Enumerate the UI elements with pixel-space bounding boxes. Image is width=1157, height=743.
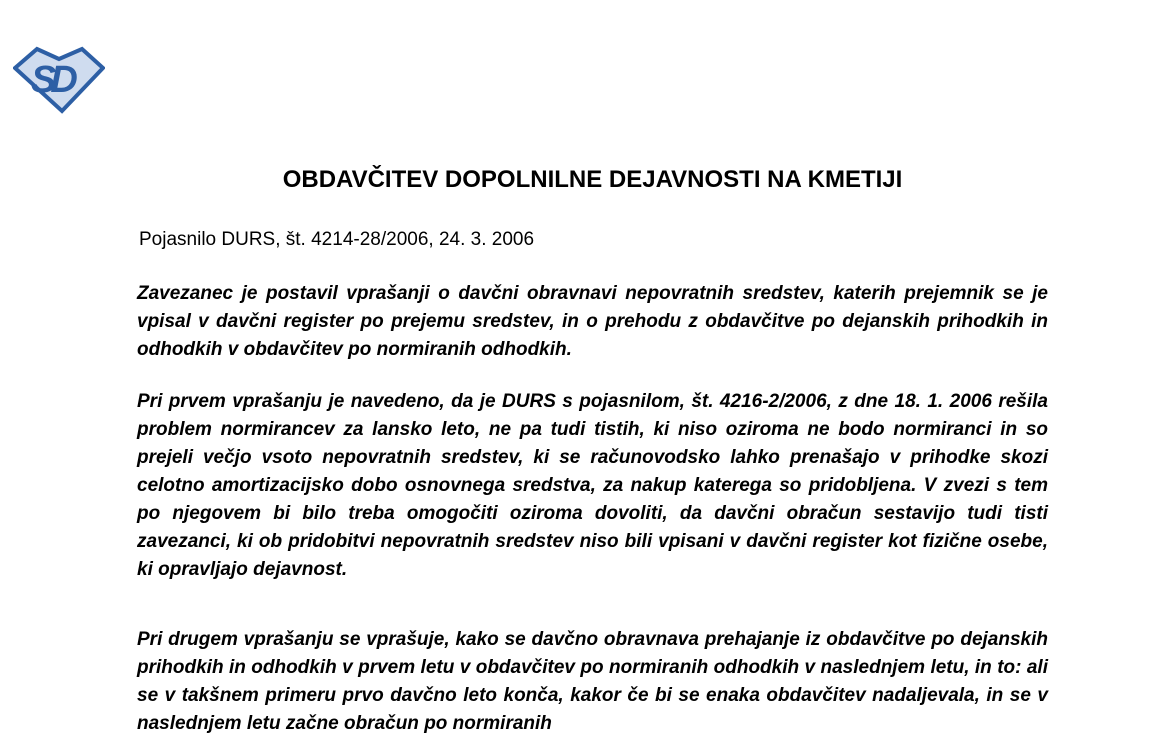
- logo-letters: SD: [31, 59, 72, 101]
- paragraph-second-question: Pri drugem vprašanju se vprašuje, kako se davčno obravnava prehajanje iz obdavčitve po dejanskih prihodkih in odhodkih v prvem letu v obdavčitev po normiranih odhodkih v naslednjem letu, in to: ali se v takšnem primeru prvo davčno leto konča, kakor če bi se enaka obdavčitev nadaljevala, in se v naslednjem letu začne obračun po normiranih: [137, 629, 1048, 734]
- sd-diamond-logo: [13, 46, 105, 114]
- paragraph-first-question: Pri prvem vprašanju je navedeno, da je DURS s pojasnilom, št. 4216-2/2006, z dne 18. 1. 2006 rešila problem normirancev za lansko leto, ne pa tudi tistih, ki niso oziroma ne bodo normiranci in so prejeli večjo vsoto nepovratnih sredstev, ki se računovodsko lahko prenašajo v prihodke skozi celotno amortizacijsko dobo osnovnega sredstva, za nakup katerega so pridobljena. V zvezi s tem po njegovem bi bilo treba omogočiti oziroma dovoliti, da davčni obračun sestavijo tudi tisti zavezanci, ki ob pridobitvi nepovratnih sredstev niso bili vpisani v davčni register kot fizične osebe, ki opravljajo dejavnost.: [137, 391, 1048, 580]
- document-title: OBDAVČITEV DOPOLNILNE DEJAVNOSTI NA KMETIJI: [282, 166, 903, 193]
- paragraph-question-summary: Zavezanec je postavil vprašanji o davčni obravnavi nepovratnih sredstev, katerih prejemnik se je vpisal v davčni register po prejemu sredstev, in o prehodu z obdavčitve po dejanskih prihodkih in odhodkih v obdavčitev po normiranih odhodkih.: [137, 283, 1048, 360]
- reference-line: Pojasnilo DURS, št. 4214-28/2006, 24. 3. 2006: [139, 229, 535, 250]
